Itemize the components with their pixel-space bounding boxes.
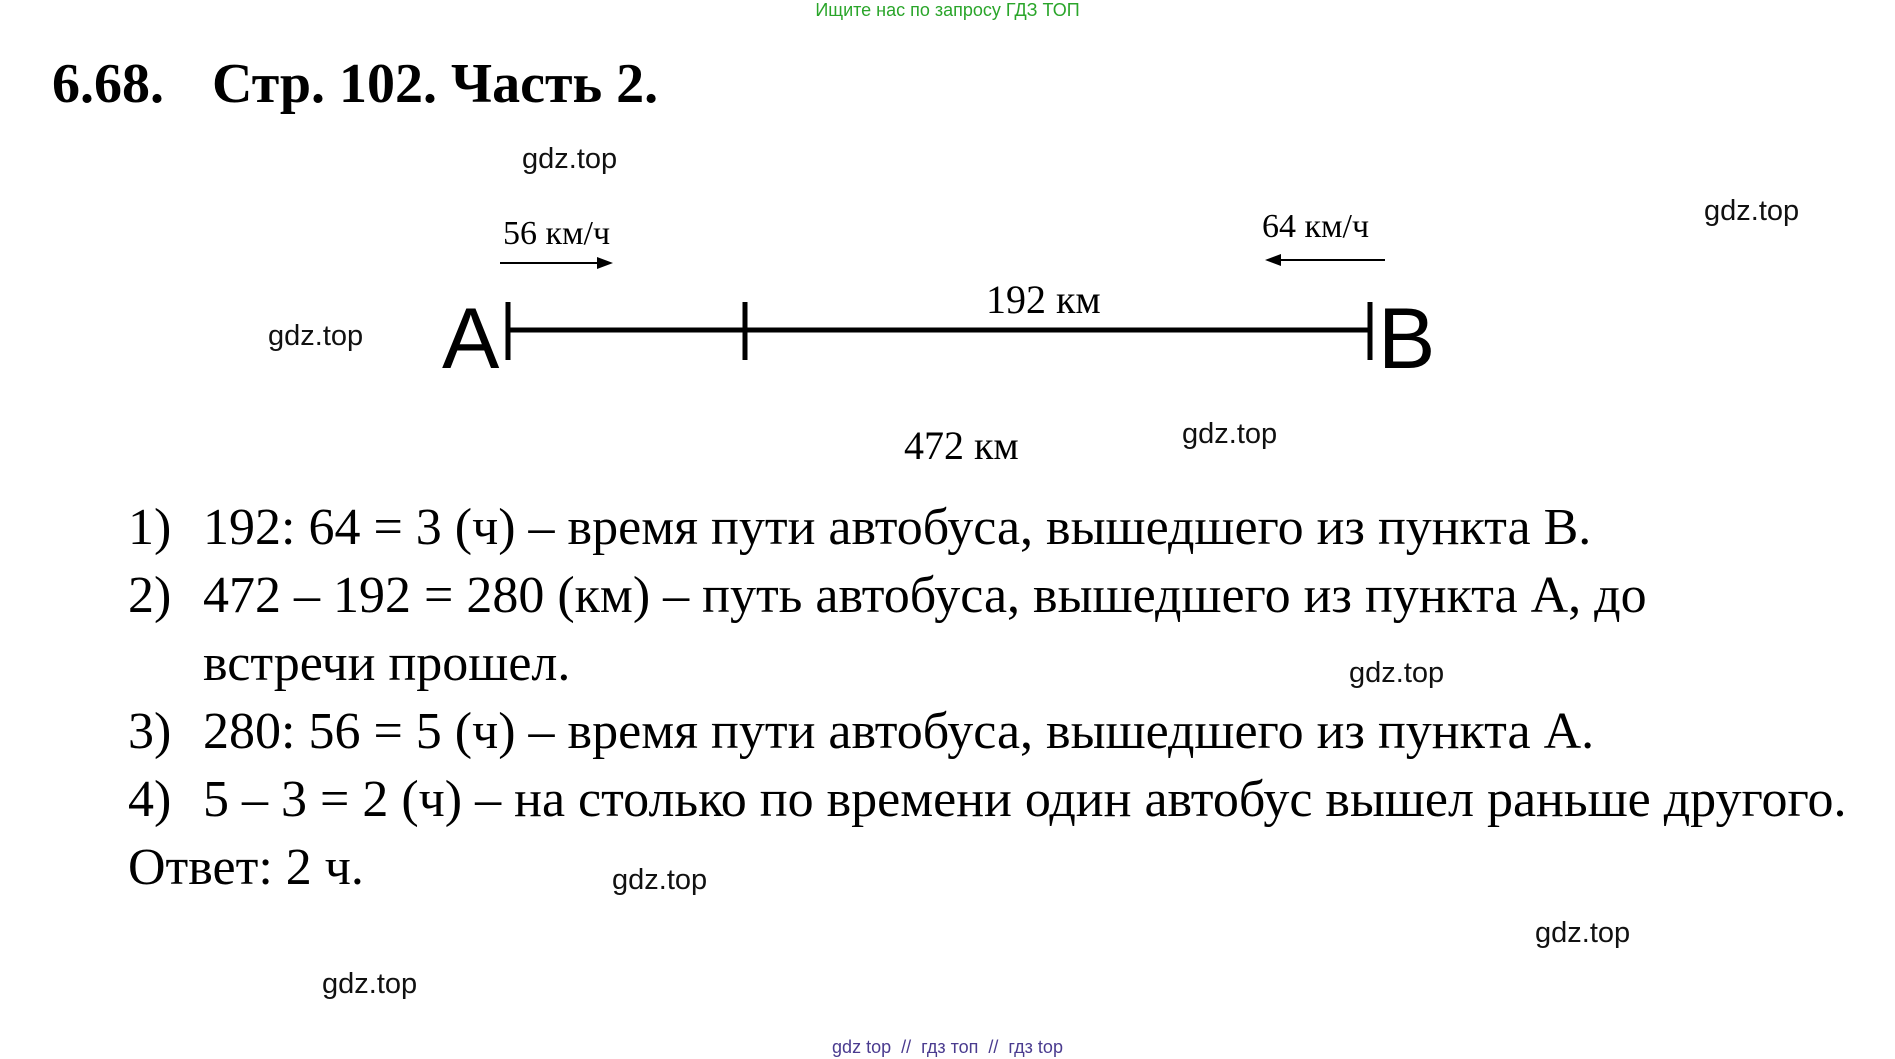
arrow-left-head [1265,254,1281,266]
solution [128,494,1888,902]
exercise-title: Стр. 102. Часть 2. [212,53,659,115]
step-number: 4) [128,771,172,828]
solution-step [128,562,1763,698]
solution-step [128,698,1895,766]
top-note: Ищите нас по запросу ГДЗ ТОП [815,0,1080,20]
solution-step [128,494,1895,562]
point-b-label: B [1378,291,1436,387]
step-number: 1) [128,499,172,556]
watermark: gdz.top [1349,657,1445,689]
step-text: 472 – 192 = 280 (км) – путь автобуса, вышедшего из пункта А, до встречи прошел. [203,567,1647,692]
arrow-right-head [597,257,613,269]
watermark: gdz.top [322,968,418,1000]
exercise-number: 6.68. [52,53,164,115]
step-number: 2) [128,567,172,624]
speed-b-label: 64 км/ч [1262,208,1370,245]
watermark: gdz.top [1704,195,1800,227]
footer-links: gdz top // гдз топ // гдз top [832,1037,1063,1057]
watermark: gdz.top [1182,418,1278,450]
watermark: gdz.top [268,320,364,352]
step-number: 3) [128,703,172,760]
speed-a-label: 56 км/ч [503,215,611,252]
point-a-label: A [442,291,500,387]
watermark: gdz.top [612,864,708,896]
step-text: 280: 56 = 5 (ч) – время пути автобуса, вышедшего из пункта А. [203,703,1595,760]
watermark: gdz.top [1535,917,1631,949]
segment-label: 192 км [986,277,1101,322]
watermark: gdz.top [522,143,618,175]
total-distance-label: 472 км [904,423,1019,468]
step-text: 5 – 3 = 2 (ч) – на столько по времени один автобус вышел раньше другого. [203,771,1847,828]
solution-step [128,766,1883,834]
answer: Ответ: 2 ч. [128,839,364,896]
step-text: 192: 64 = 3 (ч) – время пути автобуса, вышедшего из пункта В. [203,499,1592,556]
